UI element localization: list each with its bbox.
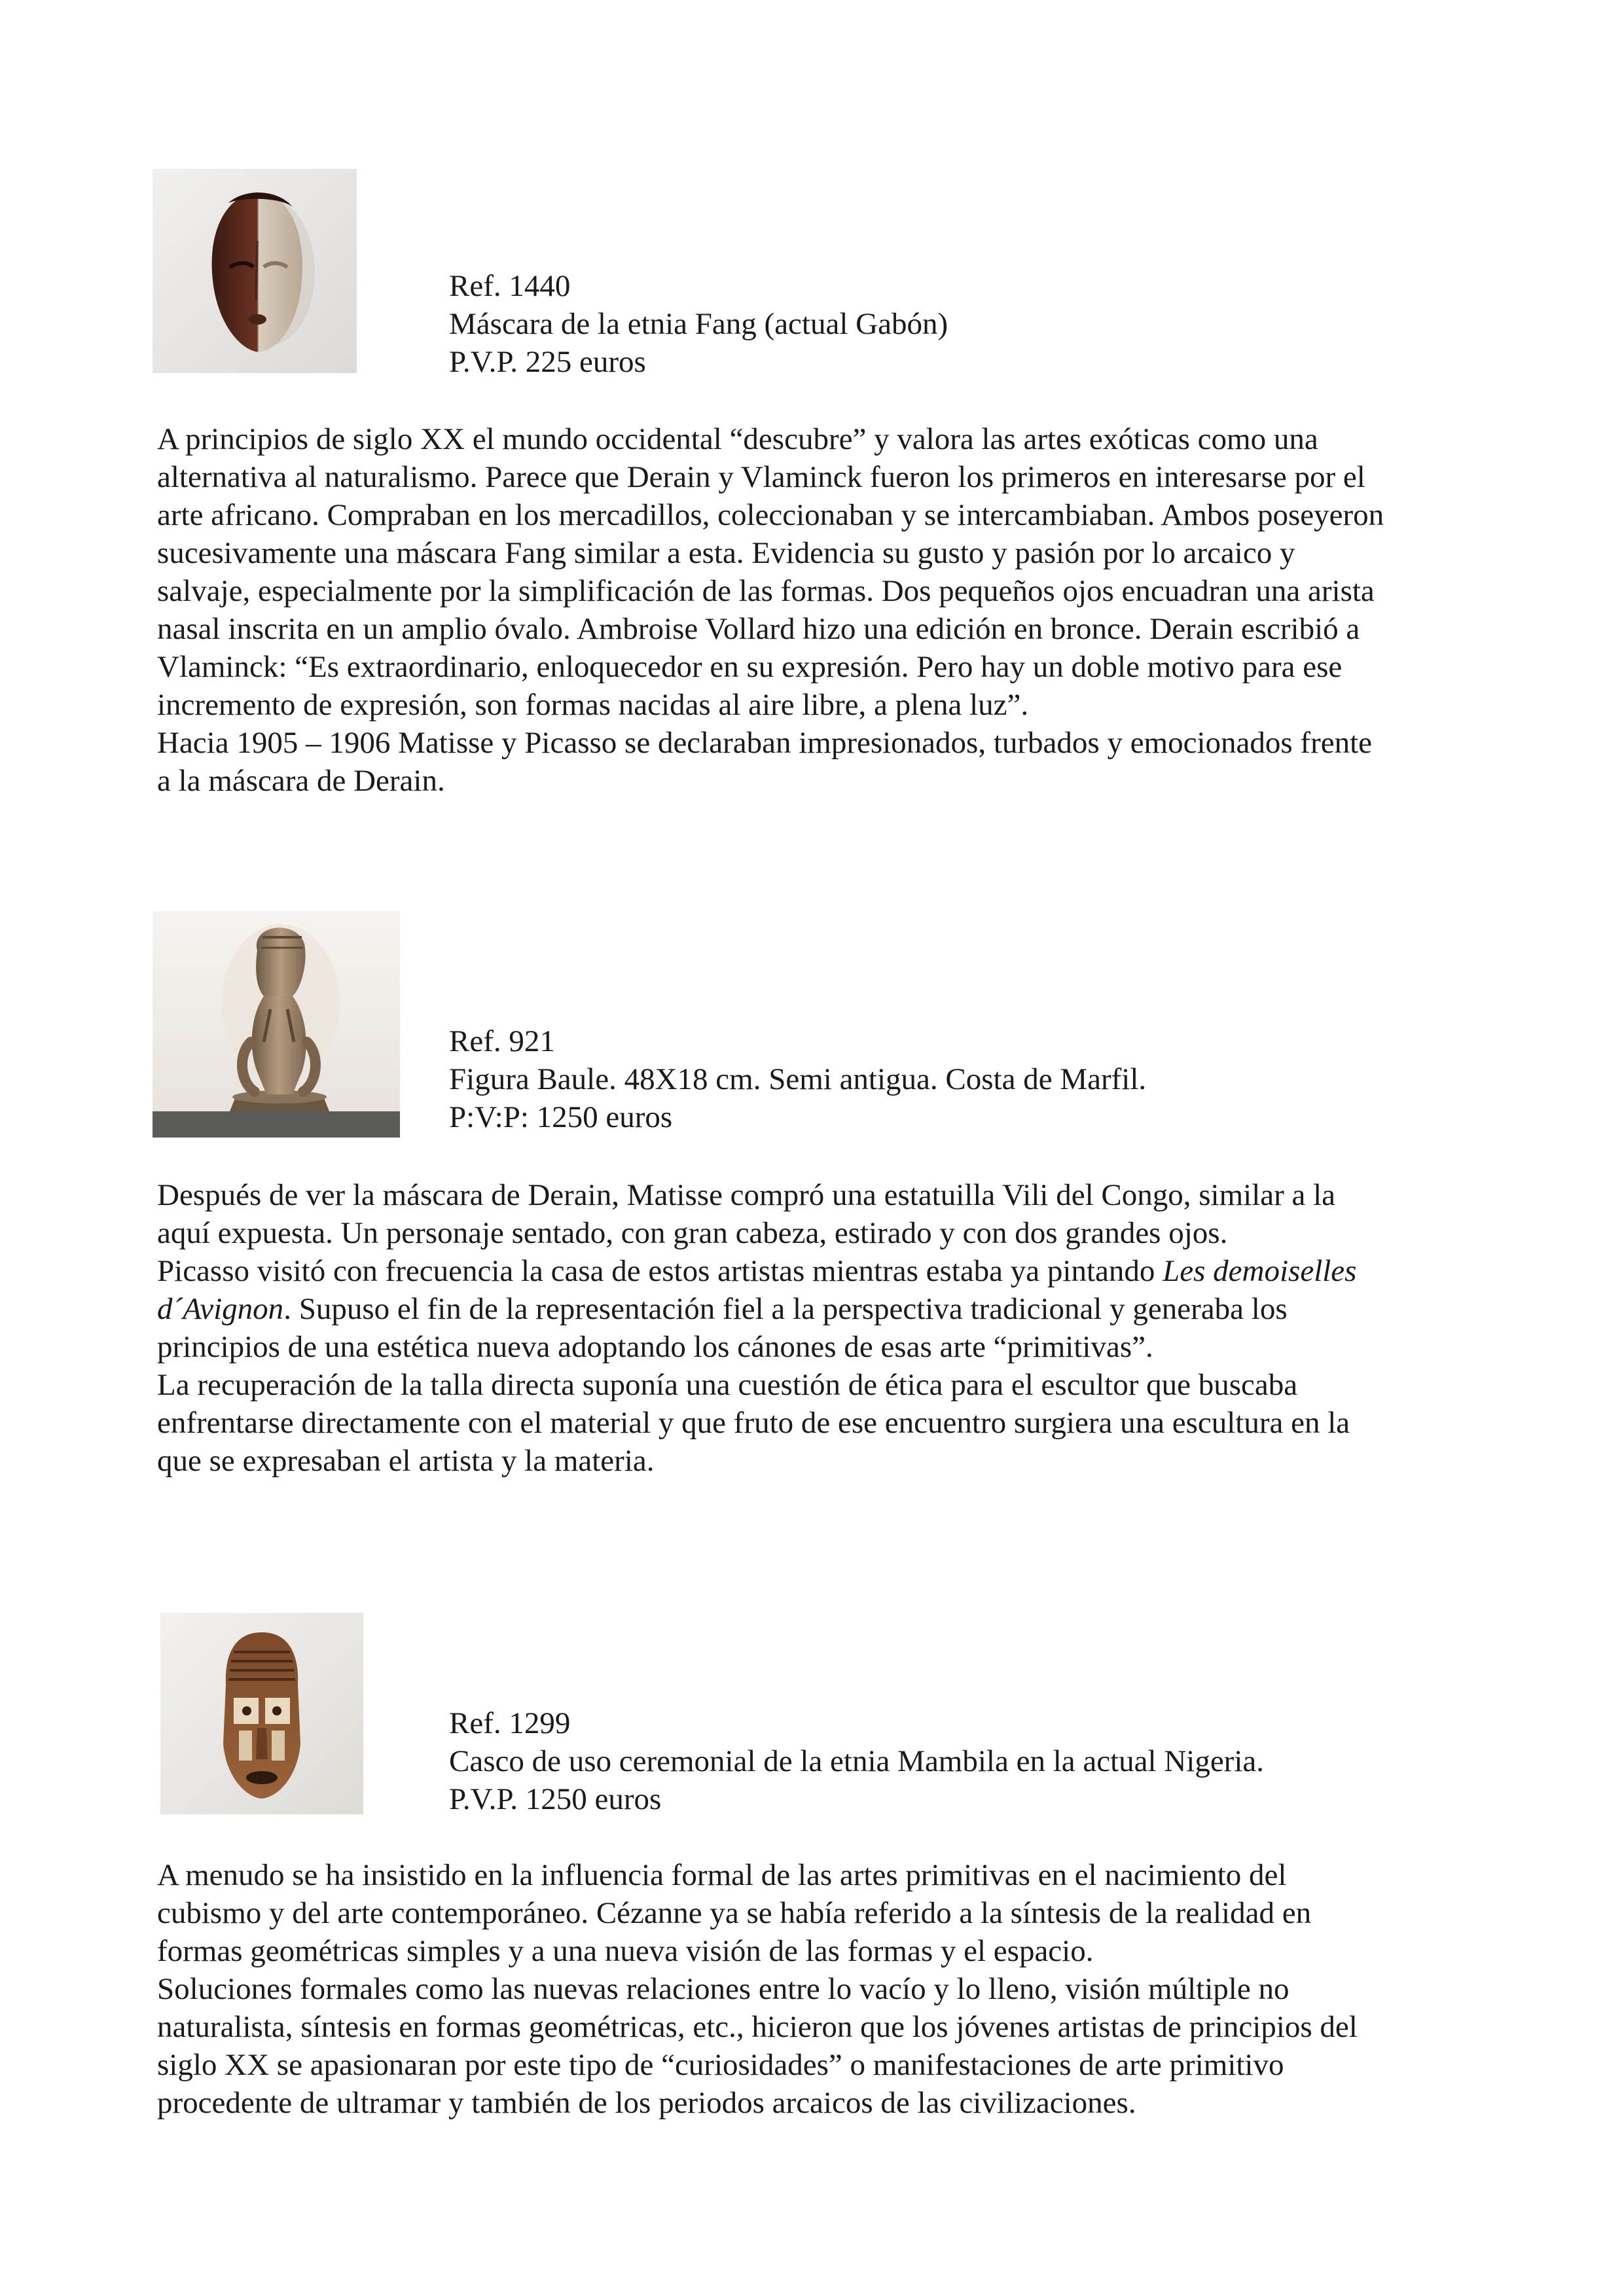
mambila-helmet-image	[160, 1613, 363, 1814]
item-1-caption	[449, 267, 948, 381]
item-1-paragraph-2: Hacia 1905 – 1906 Matisse y Picasso se declaraban impresionados, turbados y emocionados frente a la máscara de Derain.	[157, 726, 1373, 798]
fang-mask-image	[153, 169, 357, 373]
item-2-title: Figura Baule. 48X18 cm. Semi antigua. Costa de Marfil.	[449, 1062, 1147, 1096]
item-3-caption	[449, 1704, 1264, 1818]
baule-figure-icon	[153, 911, 400, 1138]
item-3-title: Casco de uso ceremonial de la etnia Mambila en la actual Nigeria.	[449, 1744, 1264, 1778]
item-3-paragraph-2: Soluciones formales como las nuevas relaciones entre lo vacío y lo lleno, visión múltiple no naturalista, síntesis en formas geométricas, etc., hicieron que los jóvenes artistas de principios del siglo XX se apasionaran por este tipo de “curiosidades” o manifestaciones de arte primitivo procedente de ultramar y también de los periodos arcaicos de las civilizaciones.	[157, 1972, 1358, 2120]
item-1-title: Máscara de la etnia Fang (actual Gabón)	[449, 307, 948, 341]
item-3-paragraph-1: A menudo se ha insistido en la influencia formal de las artes primitivas en el nacimiento del cubismo y del arte contemporáneo. Cézanne ya se había referido a la síntesis de la realidad en formas geométricas simples y a una nueva visión de las formas y el espacio.	[157, 1858, 1312, 1968]
item-2-caption	[449, 1022, 1146, 1136]
item-1-price: P.V.P. 225 euros	[449, 345, 646, 379]
item-1-description	[157, 420, 1492, 800]
item-1-paragraph-1: A principios de siglo XX el mundo occidental “descubre” y valora las artes exóticas como una alternativa al naturalismo. Parece que Derain y Vlaminck fueron los primeros en interesarse por el arte africano. Compraban en los mercadillos, coleccionaban y se intercambiaban. Ambos poseyeron sucesivamente una máscara Fang similar a esta. Evidencia su gusto y pasión por lo arcaico y salvaje, especialmente por la simplificación de las formas. Dos pequeños ojos encuadran una arista nasal inscrita en un amplio óvalo. Ambroise Vollard hizo una edición en bronce. Derain escribió a Vlaminck: “Es extraordinario, enloquecedor en su expresión. Pero hay un doble motivo para ese incremento de expresión, son formas nacidas al aire libre, a plena luz”.	[157, 422, 1384, 722]
item-2-ref: Ref. 921	[449, 1024, 555, 1058]
baule-figure-image	[153, 911, 400, 1138]
item-2-description	[157, 1176, 1492, 1480]
item-3-price: P.V.P. 1250 euros	[449, 1782, 662, 1816]
item-2-paragraph-1: Después de ver la máscara de Derain, Matisse compró una estatuilla Vili del Congo, similar a la aquí expuesta. Un personaje sentado, con gran cabeza, estirado y con dos grandes ojos.	[157, 1178, 1336, 1250]
artwork-title-part-2: d´Avignon	[157, 1292, 284, 1326]
item-2-price: P:V:P: 1250 euros	[449, 1100, 673, 1134]
item-1-ref: Ref. 1440	[449, 269, 571, 303]
item-2-paragraph-3: La recuperación de la talla directa suponía una cuestión de ética para el escultor que buscaba enfrentarse directamente con el material y que fruto de ese encuentro surgiera una escultura en la que se expresaban el artista y la materia.	[157, 1368, 1350, 1478]
item-3-ref: Ref. 1299	[449, 1706, 571, 1740]
artwork-title-part-1: Les demoiselles	[1163, 1254, 1357, 1288]
item-2-paragraph-2: Picasso visitó con frecuencia la casa de estos artistas mientras estaba ya pintando Les demoiselles d´Avignon. Supuso el fin de la representación fiel a la perspectiva tradicional y generaba los principios de una estética nueva adoptando los cánones de esas arte “primitivas”.	[157, 1254, 1357, 1364]
mambila-helmet-icon	[160, 1613, 363, 1814]
fang-mask-icon	[153, 169, 357, 373]
item-3-description	[157, 1856, 1492, 2122]
